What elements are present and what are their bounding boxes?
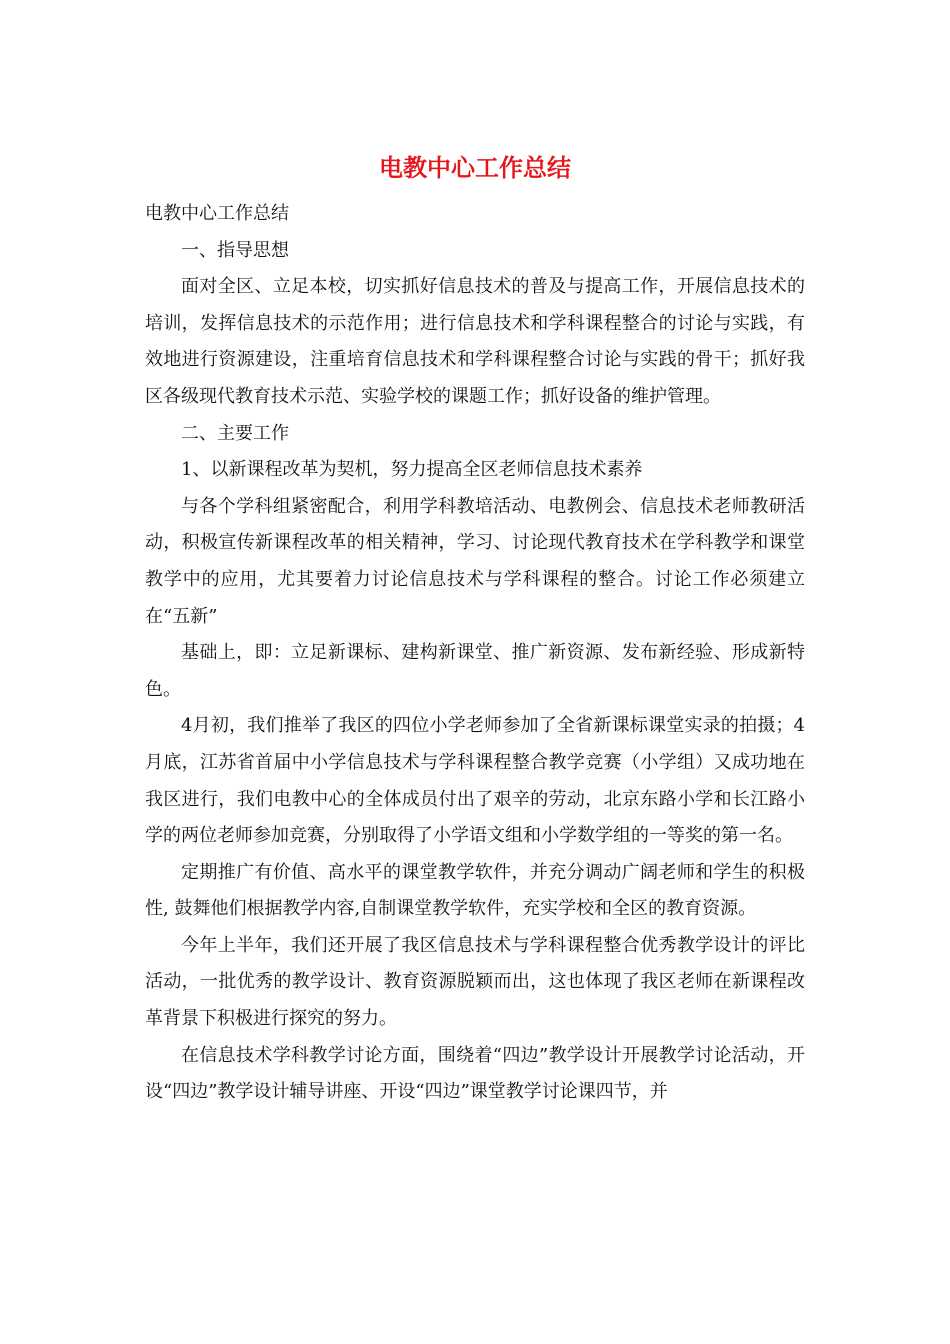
paragraph: 定期推广有价值、高水平的课堂教学软件，并充分调动广阔老师和学生的积极性, 鼓舞他们根据教学内容,自制课堂教学软件，充实学校和全区的教育资源。: [145, 861, 805, 920]
section-heading-main-work: 二、主要工作: [181, 422, 289, 444]
paragraph: 今年上半年，我们还开展了我区信息技术与学科课程整合优秀教学设计的评比活动，一批优秀的教学设计、教育资源脱颖而出，这也体现了我区老师在新课程改革背景下积极进行探究的努力。: [145, 934, 805, 1030]
section-heading-guiding-thought: 一、指导思想: [181, 239, 289, 261]
paragraph: 与各个学科组紧密配合，利用学科教培活动、电教例会、信息技术老师教研活动，积极宣传新课程改革的相关精神，学习、讨论现代教育技术在学科教学和课堂教学中的应用，尤其要着力讨论信息技术与学科课程的整合。讨论工作必须建立在“五新”: [145, 495, 805, 627]
document-body: [145, 196, 805, 1111]
paragraph-subtitle: 电教中心工作总结: [145, 203, 289, 224]
paragraph: 基础上，即：立足新课标、建构新课堂、推广新资源、发布新经验、形成新特色。: [145, 642, 805, 700]
document-title: 电教中心工作总结: [379, 153, 571, 182]
subsection-heading-1: 1、以新课程改革为契机，努力提高全区老师信息技术素养: [181, 459, 643, 481]
paragraph: 4月初，我们推举了我区的四位小学老师参加了全省新课标课堂实录的拍摄；4月底，江苏省首届中小学信息技术与学科课程整合教学竞赛（小学组）又成功地在我区进行，我们电教中心的全体成员付出了艰辛的劳动，北京东路小学和长江路小学的两位老师参加竞赛，分别取得了小学语文组和小学数学组的一等奖的第一名。: [145, 715, 805, 847]
paragraph: 面对全区、立足本校，切实抓好信息技术的普及与提高工作，开展信息技术的培训，发挥信息技术的示范作用；进行信息技术和学科课程整合的讨论与实践，有效地进行资源建设，注重培育信息技术和学科课程整合讨论与实践的骨干；抓好我区各级现代教育技术示范、实验学校的课题工作；抓好设备的维护管理。: [145, 276, 805, 407]
paragraph: 在信息技术学科教学讨论方面，围绕着“四边”教学设计开展教学讨论活动，开设“四边”教学设计辅导讲座、开设“四边”课堂教学讨论课四节，并: [145, 1044, 805, 1103]
